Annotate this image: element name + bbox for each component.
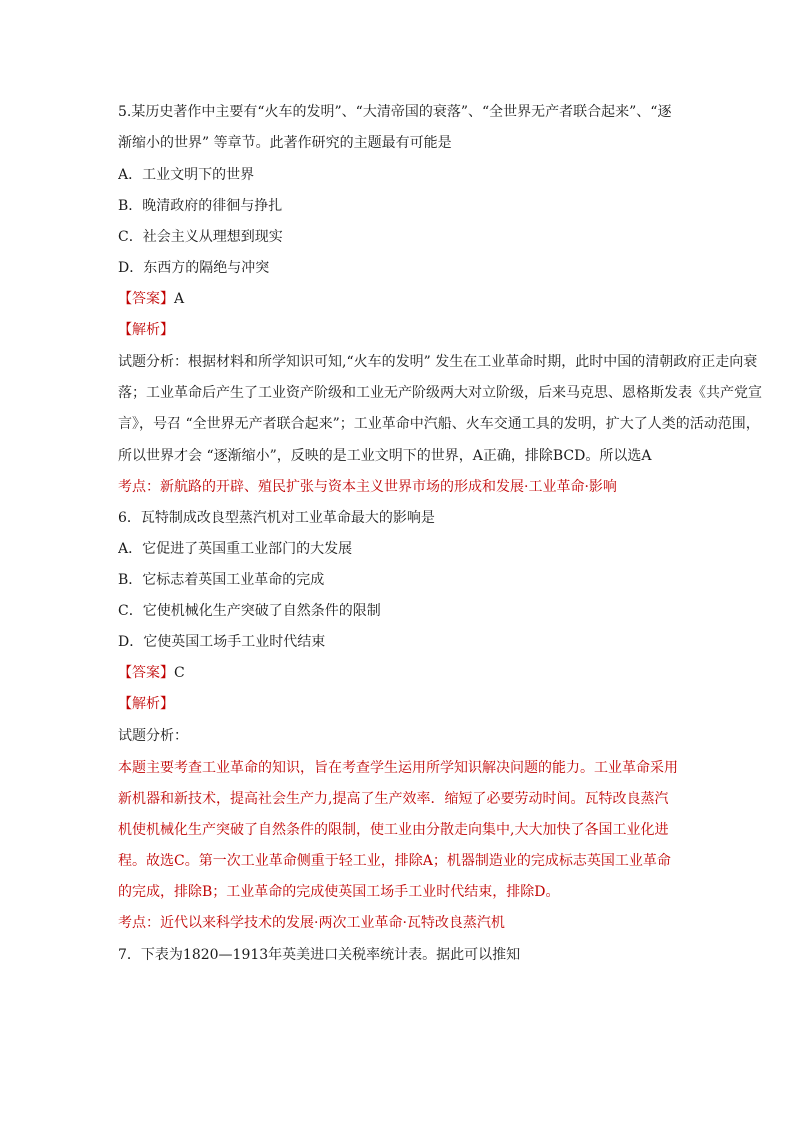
q5-answer-value: A — [174, 291, 185, 307]
q6-analysis-line: 程。故选C。第一次工业革命侧重于轻工业，排除A；机器制造业的完成标志英国工业革命 — [118, 853, 671, 869]
q6-option-c: C．它使机械化生产突破了自然条件的限制 — [118, 603, 381, 619]
q7-stem-line: 7．下表为1820—1913年英美进口关税率统计表。据此可以推知 — [118, 947, 521, 963]
q6-stem-line: 6．瓦特制成改良型蒸汽机对工业革命最大的影响是 — [118, 510, 435, 526]
q5-stem-line: 5.某历史著作中主要有“火车的发明”、“大清帝国的衰落”、“全世界无产者联合起来”、“逐 — [118, 104, 672, 120]
q5-option-c: C．社会主义从理想到现实 — [118, 229, 283, 245]
q6-answer-value: C — [174, 665, 185, 681]
q6-analysis-line: 的完成，排除B；工业革命的完成使英国工场手工业时代结束，排除D。 — [118, 884, 560, 900]
q6-option-b: B．它标志着英国工业革命的完成 — [118, 572, 325, 588]
q6-option-d: D．它使英国工场手工业时代结束 — [118, 634, 326, 650]
q5-answer-label: 【答案】 — [118, 291, 174, 307]
q5-analysis-line: 落；工业革命后产生了工业资产阶级和工业无产阶级两大对立阶级，后来马克思、恩格斯发表《共产党宣 — [118, 385, 762, 401]
q5-analysis-line: 试题分析：根据材料和所学知识可知,“火车的发明” 发生在工业革命时期，此时中国的清朝政府正走向衰 — [118, 354, 758, 370]
q6-analysis-line: 机使机械化生产突破了自然条件的限制，使工业由分散走向集中,大大加快了各国工业化进 — [118, 822, 669, 838]
q6-analysis-line: 本题主要考查工业革命的知识，旨在考查学生运用所学知识解决问题的能力。工业革命采用 — [118, 760, 678, 776]
q6-answer-label: 【答案】 — [118, 665, 174, 681]
q5-option-b: B．晚清政府的徘徊与挣扎 — [118, 198, 283, 214]
q5-kaodian: 考点：新航路的开辟、殖民扩张与资本主义世界市场的形成和发展·工业革命·影响 — [118, 479, 617, 495]
q6-analysis-label: 【解析】 — [118, 696, 174, 712]
q5-option-a: A．工业文明下的世界 — [118, 167, 255, 183]
q5-analysis-line: 言》，号召 “全世界无产者联合起来”；工业革命中汽船、火车交通工具的发明，扩大了人类的活动范围， — [118, 416, 760, 432]
q6-option-a: A．它促进了英国重工业部门的大发展 — [118, 541, 353, 557]
q6-analysis-heading: 试题分析： — [118, 728, 188, 744]
q6-kaodian: 考点：近代以来科学技术的发展·两次工业革命·瓦特改良蒸汽机 — [118, 915, 505, 931]
q5-stem-line: 渐缩小的世界” 等章节。此著作研究的主题最有可能是 — [118, 135, 452, 151]
q6-answer-line — [118, 663, 778, 683]
q5-analysis-line: 所以世界才会 “逐渐缩小”，反映的是工业文明下的世界，A正确，排除BCD。所以选A — [118, 448, 652, 464]
q5-option-d: D．东西方的隔绝与冲突 — [118, 260, 270, 276]
q5-analysis-label: 【解析】 — [118, 322, 174, 338]
q6-analysis-line: 新机器和新技术，提高社会生产力,提高了生产效率．缩短了必要劳动时间。瓦特改良蒸汽 — [118, 791, 669, 807]
q5-answer-line — [118, 289, 778, 309]
